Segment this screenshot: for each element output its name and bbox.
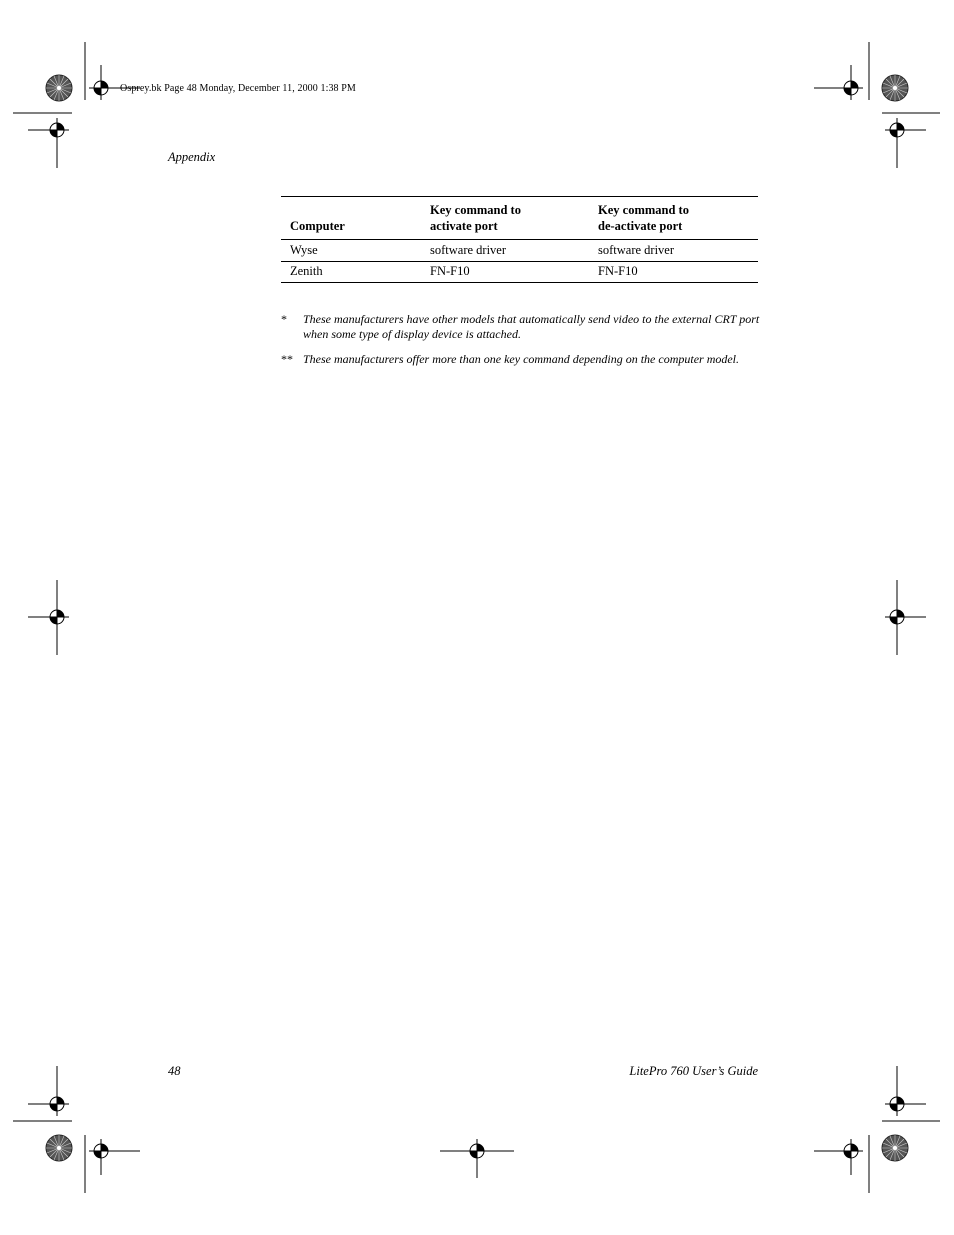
table-row (281, 262, 758, 284)
header-computer: Computer (290, 219, 345, 233)
header-deactivate-line1: Key command to (598, 203, 689, 217)
registration-mark (885, 118, 909, 142)
header-deactivate (589, 202, 758, 234)
registration-mark (885, 605, 909, 629)
header-activate-line2: activate port (430, 219, 498, 233)
table-header-row (281, 197, 758, 240)
book-title: LitePro 760 User’s Guide (629, 1064, 758, 1078)
star-mark-bottom-left (46, 1135, 72, 1161)
registration-mark (885, 1092, 909, 1116)
print-slug: Osprey.bk Page 48 Monday, December 11, 2000 1:38 PM (120, 83, 356, 94)
footnote (281, 312, 761, 342)
registration-mark (465, 1139, 489, 1163)
registration-mark (839, 76, 863, 100)
registration-mark (89, 1139, 113, 1163)
key-command-table (281, 196, 758, 283)
header-activate (421, 202, 589, 234)
footnote (281, 352, 761, 367)
star-mark-top-right (882, 75, 908, 101)
registration-mark (45, 1092, 69, 1116)
star-mark-top-left (46, 75, 72, 101)
star-mark-bottom-right (882, 1135, 908, 1161)
cell-activate: software driver (430, 242, 507, 257)
registration-mark (45, 118, 69, 142)
cell-computer: Zenith (290, 264, 323, 279)
table-row (281, 240, 758, 262)
footnote-marker: * (281, 312, 287, 326)
footnote-text: These manufacturers have other models that automatically send video to the external CRT port when some type of display device is attached. (303, 312, 760, 341)
registration-mark (45, 605, 69, 629)
footnote-text: These manufacturers offer more than one key command depending on the computer model. (303, 352, 740, 366)
running-head: Appendix (168, 150, 216, 164)
footnote-marker: ** (281, 352, 293, 366)
header-deactivate-line2: de-activate port (598, 219, 683, 233)
page-number: 48 (168, 1064, 181, 1078)
cell-activate: FN-F10 (430, 264, 470, 279)
cell-computer: Wyse (290, 242, 318, 257)
registration-mark (839, 1139, 863, 1163)
cell-deactivate: FN-F10 (598, 264, 638, 279)
cell-deactivate: software driver (598, 242, 675, 257)
header-activate-line1: Key command to (430, 203, 521, 217)
registration-mark (89, 76, 113, 100)
